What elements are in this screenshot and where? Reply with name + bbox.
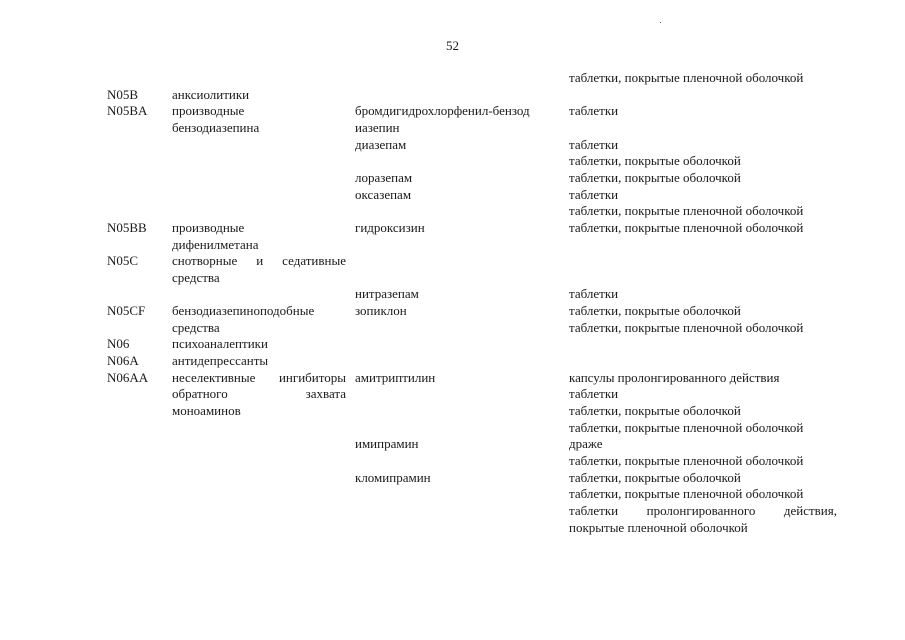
atc-code: N05BA	[107, 103, 148, 119]
atc-code: N06	[107, 336, 130, 352]
dosage-form: таблетки	[569, 286, 619, 302]
drug-name: лоразепам	[355, 169, 413, 185]
drug-name: бромдигидрохлорфенил-бензод	[355, 103, 530, 119]
group-name: бензодиазепиноподобные	[172, 303, 315, 319]
group-name: моноаминов	[172, 403, 241, 418]
group-name: средства	[172, 319, 220, 335]
dosage-form: таблетки, покрытые пленочной оболочкой	[569, 203, 804, 219]
group-name: снотворные и седативные	[172, 253, 346, 269]
group-name: обратного захвата	[172, 386, 346, 402]
dosage-form: таблетки, покрытые пленочной оболочкой	[569, 70, 804, 85]
dosage-form: таблетки пролонгированного действия,	[569, 502, 837, 518]
group-name: неселективные ингибиторы	[172, 369, 346, 385]
dosage-form: покрытые пленочной оболочкой	[569, 519, 748, 535]
drug-name: кломипрамин	[355, 469, 431, 485]
dosage-form: таблетки	[569, 186, 619, 202]
atc-code: N05BB	[107, 219, 147, 235]
dosage-form: капсулы пролонгированного действия	[569, 369, 780, 385]
dosage-form: таблетки, покрытые пленочной оболочкой	[569, 452, 804, 468]
page-number: 52	[446, 38, 459, 53]
atc-code: N05C	[107, 253, 139, 269]
drug-name: зопиклон	[355, 303, 407, 319]
drug-name: амитриптилин	[355, 369, 436, 385]
dosage-form: драже	[569, 436, 603, 452]
dosage-form: таблетки	[569, 386, 619, 402]
dosage-form: таблетки, покрытые пленочной оболочкой	[569, 219, 804, 235]
group-name: производные	[172, 103, 245, 119]
group-name: средства	[172, 269, 220, 285]
group-name: производные	[172, 219, 245, 235]
atc-code: N06AA	[107, 369, 149, 385]
drug-name: иазепин	[355, 119, 400, 135]
dosage-form: таблетки, покрытые пленочной оболочкой	[569, 319, 804, 335]
drug-name: оксазепам	[355, 186, 412, 202]
group-name: бензодиазепина	[172, 119, 260, 135]
dosage-form: таблетки, покрытые оболочкой	[569, 169, 741, 185]
group-name: психоаналептики	[172, 336, 268, 352]
atc-code: N05B	[107, 86, 139, 102]
drug-name: нитразепам	[355, 286, 419, 302]
drug-name: имипрамин	[355, 436, 419, 452]
dosage-form: таблетки	[569, 103, 619, 119]
dosage-form: таблетки, покрытые оболочкой	[569, 303, 741, 319]
dosage-form: таблетки, покрытые пленочной оболочкой	[569, 419, 804, 435]
group-name: дифенилметана	[172, 236, 259, 252]
drug-name: гидроксизин	[355, 219, 425, 235]
group-name: анксиолитики	[172, 86, 250, 102]
dosage-form: таблетки, покрытые пленочной оболочкой	[569, 486, 804, 502]
atc-code: N06A	[107, 353, 139, 369]
group-name: антидепрессанты	[172, 353, 269, 369]
dosage-form: таблетки, покрытые оболочкой	[569, 469, 741, 485]
dosage-form: таблетки	[569, 136, 619, 152]
dosage-form: таблетки, покрытые оболочкой	[569, 403, 741, 418]
atc-code: N05CF	[107, 303, 146, 319]
dosage-form: таблетки, покрытые оболочкой	[569, 153, 741, 169]
drug-name: диазепам	[355, 136, 407, 152]
